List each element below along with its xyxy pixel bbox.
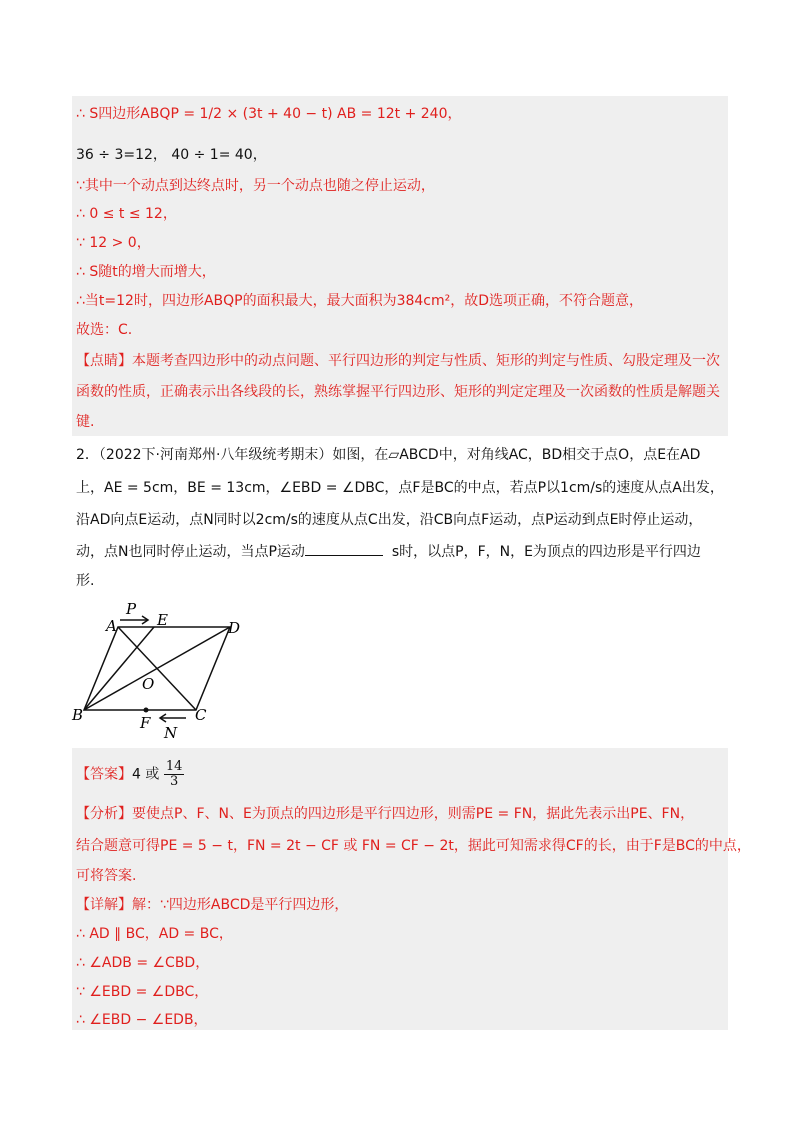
- increasing-line: ∴ S随t的增大而增大，: [76, 264, 216, 280]
- analysis-line-3: 可将答案.: [76, 868, 137, 884]
- question-line-5: 形.: [76, 573, 95, 589]
- division-line: 36 ÷ 3=12， 40 ÷ 1= 40，: [76, 147, 267, 163]
- t-range-line: ∴ 0 ≤ t ≤ 12，: [76, 206, 177, 222]
- comment-line-1: 【点睛】本题考查四边形中的动点问题、平行四边形的判定与性质、矩形的判定与性质、勾股定理及一次: [76, 353, 720, 369]
- detail-line-4: ∵ ∠EBD = ∠DBC，: [76, 984, 209, 1000]
- label-a: A: [106, 617, 117, 635]
- answer-fraction-numerator: 14: [165, 759, 183, 774]
- question-line-3: 沿AD向点E运动，点N同时以2cm/s的速度从点C出发，沿CB向点F运动，点P运动到点E时停止运动，: [76, 512, 703, 528]
- detail-line-1: 【详解】解：∵四边形ABCD是平行四边形，: [76, 897, 349, 913]
- area-formula-line: ∴ S四边形ABQP = 1/2 × (3t + 40 − t) AB = 12t + 240，: [76, 106, 462, 122]
- detail-line-3: ∴ ∠ADB = ∠CBD，: [76, 955, 210, 971]
- point-f-dot: [144, 708, 149, 713]
- answer-blank: [305, 541, 383, 556]
- positive-slope-line: ∵ 12 > 0，: [76, 235, 151, 251]
- detail-line-2: ∴ AD ∥ BC，AD = BC，: [76, 926, 233, 942]
- question-line-2: 上，AE = 5cm，BE = 13cm，∠EBD = ∠DBC，点F是BC的中点，若点P以1cm/s的速度从点A出发，: [76, 480, 724, 496]
- segment-be: [84, 627, 154, 710]
- analysis-line-2: 结合题意可得PE = 5 − t，FN = 2t − CF 或 FN = CF − 2t，据此可知需求得CF的长，由于F是BC的中点，: [76, 838, 751, 854]
- answer-fraction: [164, 760, 185, 789]
- label-f: F: [140, 714, 151, 732]
- answer-label: 【答案】: [76, 766, 132, 783]
- diagonal-bd: [84, 627, 230, 710]
- label-b: B: [72, 706, 84, 724]
- choice-line: 故选：C.: [76, 322, 133, 338]
- stop-condition-line: ∵其中一个动点到达终点时，另一个动点也随之停止运动，: [76, 178, 435, 194]
- max-area-line: ∴当t=12时，四边形ABQP的面积最大，最大面积为384cm²，故D选项正确，不符合题意，: [76, 293, 644, 309]
- parallelogram-figure: [68, 600, 268, 740]
- label-c: C: [195, 706, 207, 724]
- analysis-line-1: 【分析】要使点P、F、N、E为顶点的四边形是平行四边形，则需PE = FN，据此先表示出PE、FN，: [76, 806, 695, 822]
- comment-line-2: 函数的性质，正确表示出各线段的长，熟练掌握平行四边形、矩形的判定定理及一次函数的性质是解题关: [76, 384, 720, 400]
- label-o: O: [142, 675, 155, 693]
- comment-line-3: 键.: [76, 414, 95, 430]
- label-e: E: [157, 611, 168, 629]
- label-d: D: [228, 619, 241, 637]
- detail-line-5: ∴ ∠EBD − ∠EDB，: [76, 1012, 208, 1028]
- question-line-4-start: 动，点N也同时停止运动，当点P运动: [76, 544, 305, 560]
- label-n: N: [164, 724, 178, 740]
- answer-value: 4 或: [132, 766, 160, 783]
- question-line-4: [76, 541, 701, 562]
- question-line-4-end: s时，以点P，F，N，E为顶点的四边形是平行四边: [391, 544, 701, 560]
- question-line-1: 2．（2022下·河南郑州·八年级统考期末）如图，在▱ABCD中，对角线AC，BD相交于点O，点E在AD: [76, 447, 701, 463]
- label-p: P: [126, 600, 137, 618]
- answer-line: [76, 760, 184, 789]
- answer-fraction-denominator: 3: [169, 774, 179, 789]
